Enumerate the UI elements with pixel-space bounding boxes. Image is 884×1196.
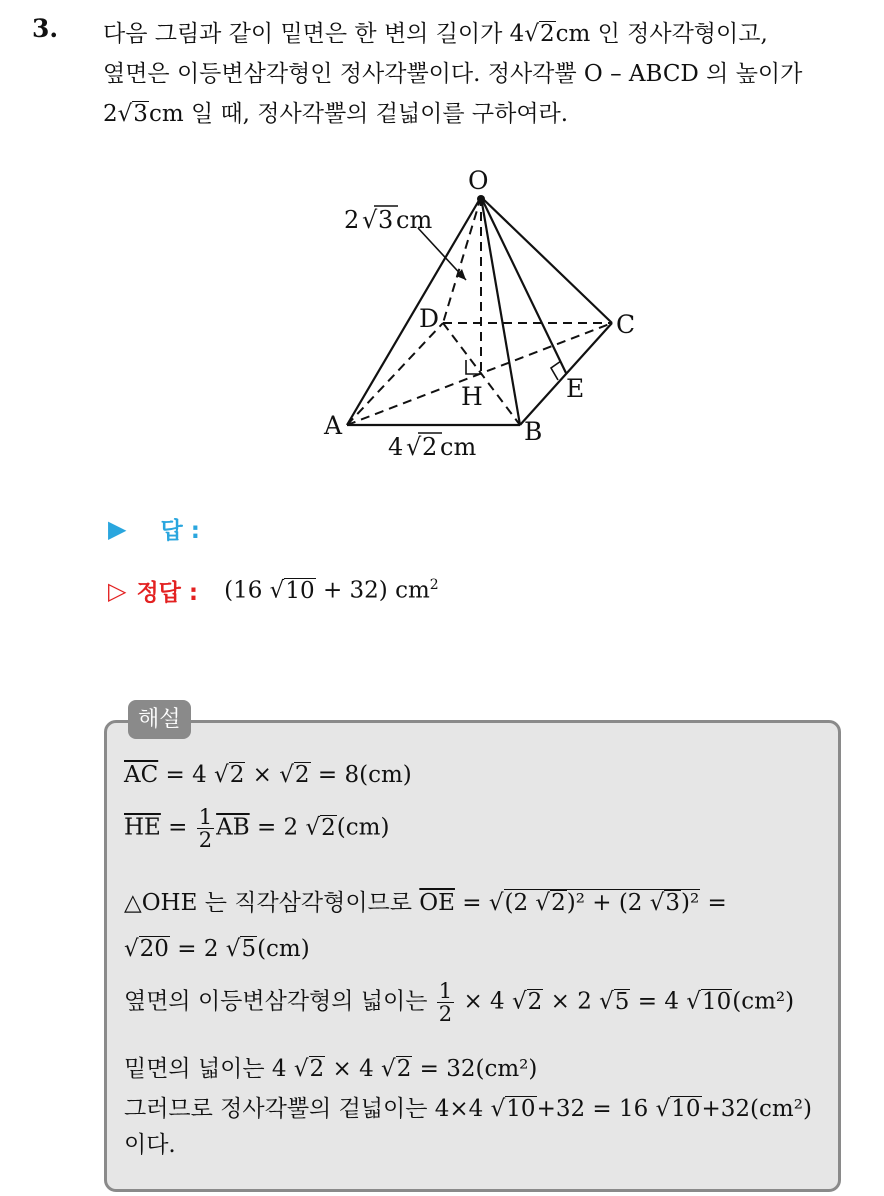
svg-text:2: 2	[422, 433, 438, 461]
svg-text:√: √	[406, 433, 422, 461]
question-line-2: 옆면은 이등변삼각형인 정사각뿔이다. 정사각뿔 O – ABCD 의 높이가	[103, 61, 803, 87]
label-O: O	[468, 166, 489, 195]
svg-text:√: √	[362, 206, 378, 234]
question-number: 3.	[32, 14, 59, 43]
explanation-line-5: 옆면의 이등변삼각형의 넓이는 $\frac{1}{2}$ × 4 √2 × 2 √5 = 4 √10(cm²)	[124, 979, 795, 1027]
explanation-line-8: 이다.	[124, 1132, 176, 1158]
edge-OD	[443, 197, 481, 323]
explanation-line-3: △OHE 는 직각삼각형이므로 $\overline{OE} = √(2$ √2)² + (2 √3)² =	[124, 890, 727, 916]
edge-OB	[481, 197, 520, 425]
outline-play-icon: ▷	[108, 576, 127, 605]
svg-text:2: 2	[344, 206, 360, 234]
label-D: D	[419, 304, 440, 333]
explanation-line-6: 밑면의 넓이는 4 √2 × 4 √2 = 32(cm²)	[124, 1056, 538, 1082]
edge-OC	[481, 197, 612, 323]
question-line-3: 2√3cm 일 때, 정사각뿔의 겉넓이를 구하여라.	[103, 101, 569, 127]
edge-AD	[347, 323, 443, 425]
explanation-line-4: √20 = 2 √5(cm)	[124, 936, 310, 962]
svg-text:4: 4	[388, 433, 404, 461]
answer-label: 답 :	[160, 518, 200, 544]
answer-row	[108, 512, 200, 545]
base-label	[388, 433, 476, 461]
question-text	[103, 14, 873, 134]
label-H: H	[461, 382, 483, 411]
explanation-line-1: $\overline{AC} = 4$ √2 × √2 = 8(cm)	[124, 762, 412, 788]
explanation-tag: 해설	[128, 700, 191, 739]
explanation-line-2: $\overline{HE}$ = $\frac{1}{2}$ $\overline{AB} = 2$ √2(cm)	[124, 805, 390, 853]
svg-text:cm: cm	[396, 206, 433, 234]
explanation-line-7: 그러므로 정사각뿔의 겉넓이는 4×4 √10+32 = 16 √10+32(cm²)	[124, 1096, 812, 1122]
correct-answer-label: 정답 :	[136, 580, 199, 606]
label-E: E	[566, 374, 585, 403]
segment-OE	[481, 197, 566, 373]
label-C: C	[616, 310, 636, 339]
height-label	[344, 206, 432, 234]
svg-text:3: 3	[378, 206, 394, 234]
play-icon: ▶	[108, 514, 127, 543]
correct-answer-value: (16 √10 + 32) $cm^2$	[224, 577, 439, 604]
pyramid-figure	[300, 150, 660, 470]
correct-answer-row	[108, 574, 439, 607]
svg-text:cm: cm	[440, 433, 477, 461]
apex-dot	[477, 195, 485, 203]
label-A: A	[324, 411, 343, 440]
label-B: B	[524, 417, 543, 446]
right-angle-E	[551, 361, 561, 380]
question-line-1: 다음 그림과 같이 밑면은 한 변의 길이가 4√2cm 인 정사각형이고,	[103, 21, 768, 47]
